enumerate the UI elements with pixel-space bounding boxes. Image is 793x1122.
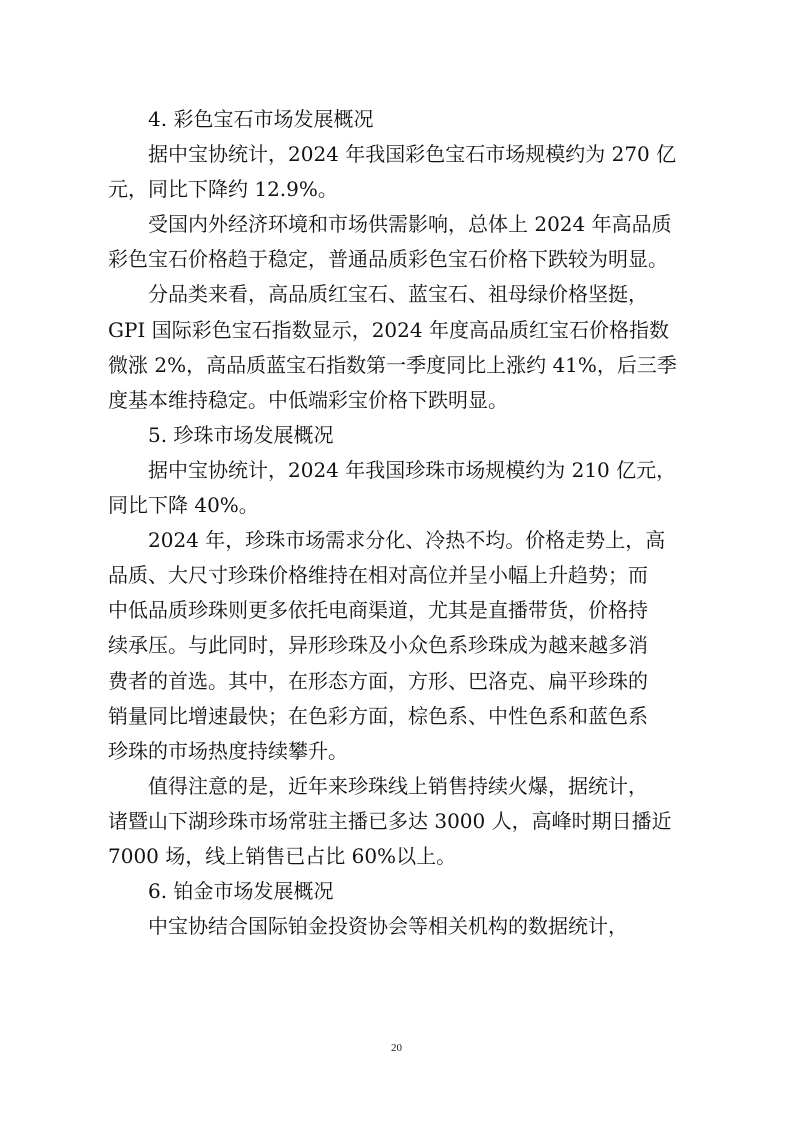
paragraph-line: 销量同比增速最快；在色彩方面，棕色系、中性色系和蓝色系 bbox=[108, 703, 648, 728]
section-heading: 5. 珍珠市场发展概况 bbox=[148, 422, 334, 447]
section-heading: 4. 彩色宝石市场发展概况 bbox=[148, 107, 374, 131]
paragraph-line: 2024 年，珍珠市场需求分化、冷热不均。价格走势上，高 bbox=[148, 528, 666, 553]
section-heading: 6. 铂金市场发展概况 bbox=[148, 879, 334, 904]
paragraph-line: 品质、大尺寸珍珠价格维持在相对高位并呈小幅上升趋势；而 bbox=[108, 563, 648, 588]
paragraph-line: GPI 国际彩色宝石指数显示，2024 年度高品质红宝石价格指数 bbox=[108, 317, 669, 342]
paragraph-line: 元，同比下降约 12.9%。 bbox=[108, 177, 338, 202]
paragraph-line: 中低品质珍珠则更多依托电商渠道，尤其是直播带货，价格持 bbox=[108, 598, 648, 623]
paragraph-line: 微涨 2%，高品质蓝宝石指数第一季度同比上涨约 41%，后三季 bbox=[108, 352, 677, 377]
paragraph-line: 续承压。与此同时，异形珍珠及小众色系珍珠成为越来越多消 bbox=[108, 633, 648, 658]
paragraph-line: 据中宝协统计，2024 年我国珍珠市场规模约为 210 亿元， bbox=[148, 457, 677, 482]
paragraph-line: 费者的首选。其中，在形态方面，方形、巴洛克、扁平珍珠的 bbox=[108, 668, 648, 693]
document-body bbox=[108, 102, 688, 944]
paragraph-line: 度基本维持稳定。中低端彩宝价格下跌明显。 bbox=[108, 387, 508, 412]
paragraph-line: 值得注意的是，近年来珍珠线上销售持续火爆，据统计， bbox=[148, 773, 648, 798]
paragraph-line: 据中宝协统计，2024 年我国彩色宝石市场规模约为 270 亿 bbox=[148, 142, 677, 167]
paragraph-line: 同比下降 40%。 bbox=[108, 493, 259, 518]
paragraph-line: 7000 场，线上销售已占比 60%以上。 bbox=[108, 843, 457, 868]
paragraph-line: 彩色宝石价格趋于稳定，普通品质彩色宝石价格下跌较为明显。 bbox=[108, 247, 668, 272]
paragraph-line: 受国内外经济环境和市场供需影响，总体上 2024 年高品质 bbox=[148, 212, 672, 237]
paragraph-line: 诸暨山下湖珍珠市场常驻主播已多达 3000 人，高峰时期日播近 bbox=[108, 808, 672, 833]
paragraph-line: 中宝协结合国际铂金投资协会等相关机构的数据统计， bbox=[148, 914, 628, 939]
paragraph-line: 珍珠的市场热度持续攀升。 bbox=[108, 738, 348, 763]
page-number: 20 bbox=[391, 1042, 402, 1054]
paragraph-line: 分品类来看，高品质红宝石、蓝宝石、祖母绿价格坚挺， bbox=[148, 282, 648, 307]
